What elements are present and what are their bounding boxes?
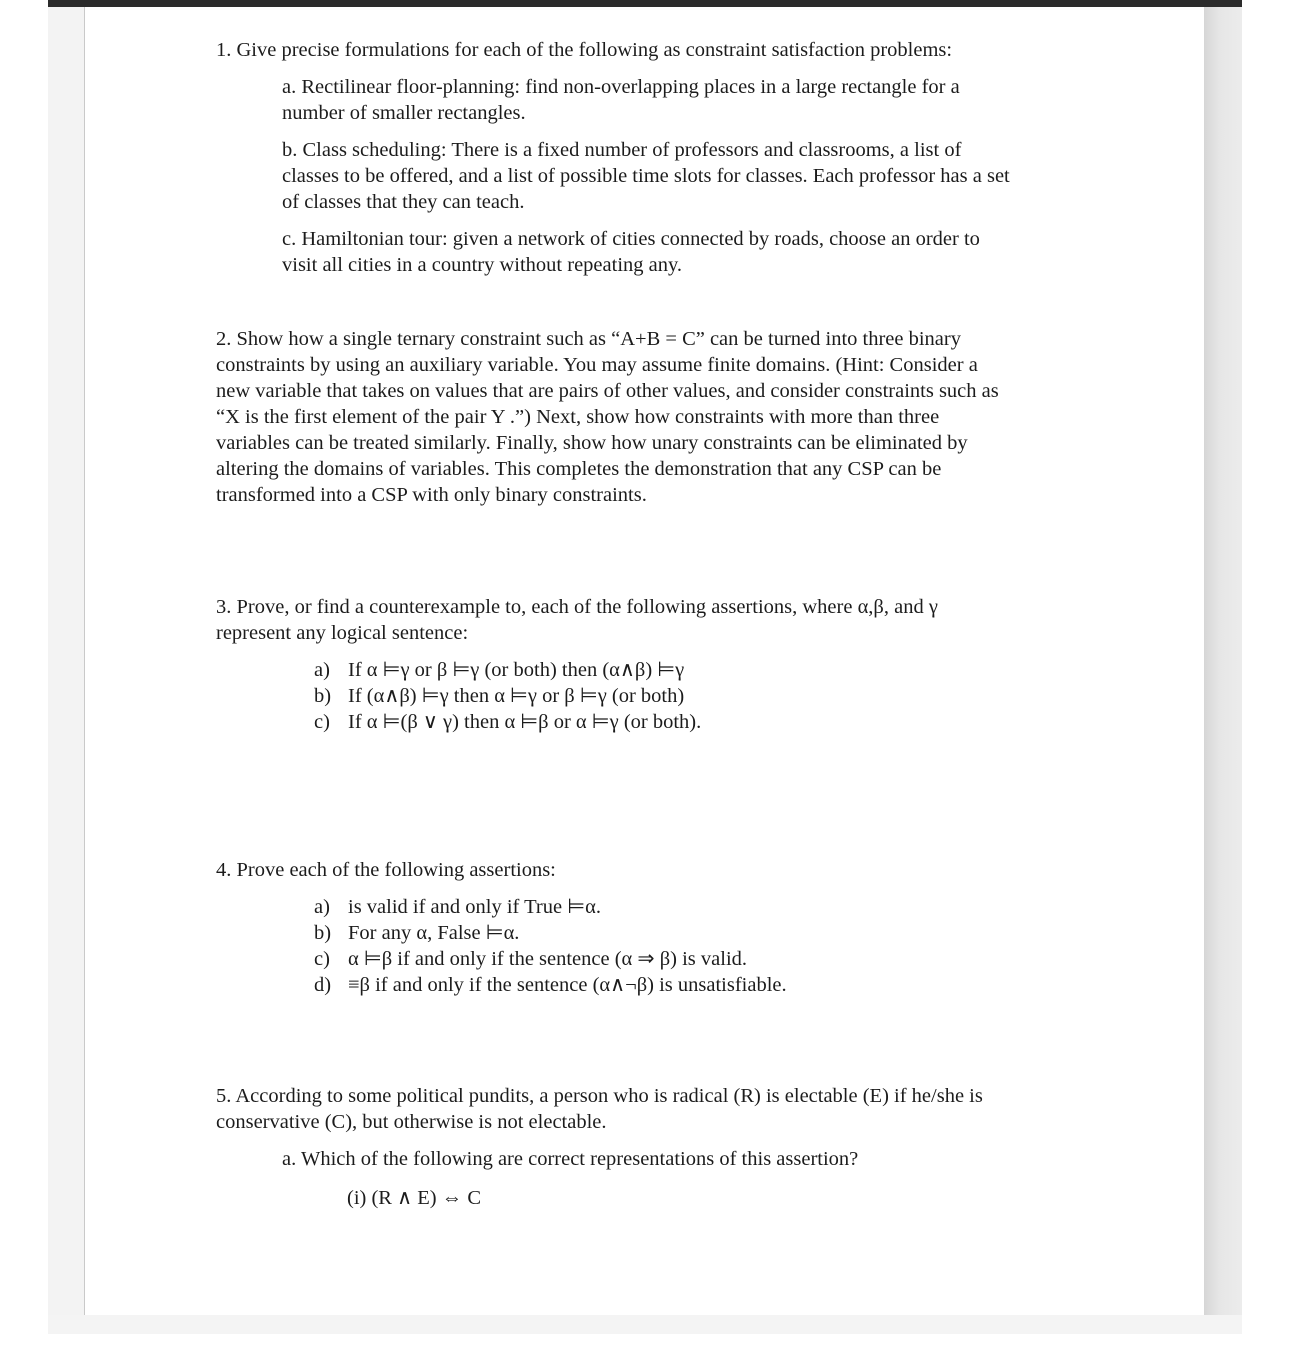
q4-item-a	[314, 894, 601, 920]
q4-item-d	[314, 972, 787, 998]
q5-option-i: (i) (R ∧ E) ⇔ C	[347, 1187, 482, 1209]
q3-intro-line1: 3. Prove, or find a counterexample to, each of the following assertions, where α,β, and γ	[216, 596, 938, 618]
q4-item-c	[314, 946, 747, 972]
q3-item-a-label: a)	[314, 659, 330, 681]
q3-item-b-text: If (α∧β) ⊨γ then α ⊨γ or β ⊨γ (or both)	[348, 685, 685, 707]
q4-intro: 4. Prove each of the following assertions:	[216, 859, 556, 881]
q1-intro: 1. Give precise formulations for each of the following as constraint satisfaction problems:	[216, 39, 953, 61]
q5-intro-line2: conservative (C), but otherwise is not electable.	[216, 1111, 607, 1133]
q3-item-c-text: If α ⊨(β ∨ γ) then α ⊨β or α ⊨γ (or both).	[348, 711, 702, 733]
q2-line7: transformed into a CSP with only binary constraints.	[216, 484, 647, 506]
q4-item-a-text: is valid if and only if True ⊨α.	[348, 896, 601, 918]
q4-item-c-text: α ⊨β if and only if the sentence (α ⇒ β) is valid.	[348, 948, 748, 970]
q4-item-b-text: For any α, False ⊨α.	[348, 922, 520, 944]
top-bar	[48, 0, 1242, 7]
q2-line5: variables can be treated similarly. Finally, show how unary constraints can be eliminated by	[216, 432, 968, 454]
q3-item-b-label: b)	[314, 685, 332, 707]
q1-c-line2: visit all cities in a country without repeating any.	[282, 254, 683, 276]
scroll-gutter	[1204, 7, 1242, 1315]
q3-item-c	[314, 709, 701, 735]
q1-b-line3: of classes that they can teach.	[282, 191, 525, 213]
q1-b-line2: classes to be offered, and a list of possible time slots for classes. Each professor has a set	[282, 165, 1010, 187]
q1-a-line2: number of smaller rectangles.	[282, 102, 526, 124]
q1-b-line1: b. Class scheduling: There is a fixed number of professors and classrooms, a list of	[282, 139, 962, 161]
q2-line2: constraints by using an auxiliary variable. You may assume finite domains. (Hint: Consider a	[216, 354, 978, 376]
q4-item-c-label: c)	[314, 948, 330, 970]
q1-a-line1: a. Rectilinear floor-planning: find non-overlapping places in a large rectangle for a	[282, 76, 960, 98]
q5-intro-line1: 5. According to some political pundits, a person who is radical (R) is electable (E) if he/she is	[216, 1085, 983, 1107]
q1-c-line1: c. Hamiltonian tour: given a network of cities connected by roads, choose an order to	[282, 228, 980, 250]
q2-line3: new variable that takes on values that are pairs of other values, and consider constraints such as	[216, 380, 999, 402]
q2-line4: “X is the first element of the pair Y .”) Next, show how constraints with more than three	[216, 406, 940, 428]
q3-item-b	[314, 683, 684, 709]
q3-item-a-text: If α ⊨γ or β ⊨γ (or both) then (α∧β) ⊨γ	[348, 659, 685, 681]
q3-item-c-label: c)	[314, 711, 330, 733]
q4-item-b	[314, 920, 519, 946]
q2-line6: altering the domains of variables. This completes the demonstration that any CSP can be	[216, 458, 942, 480]
q4-item-d-label: d)	[314, 974, 332, 996]
q4-item-a-label: a)	[314, 896, 330, 918]
q4-item-b-label: b)	[314, 922, 332, 944]
q5-part-a: a. Which of the following are correct representations of this assertion?	[282, 1148, 859, 1170]
q3-item-a	[314, 657, 684, 683]
q3-intro-line2: represent any logical sentence:	[216, 622, 469, 644]
q2-line1: 2. Show how a single ternary constraint such as “A+B = C” can be turned into three binary	[216, 328, 961, 350]
q4-item-d-text: ≡β if and only if the sentence (α∧¬β) is unsatisfiable.	[348, 974, 787, 996]
bottom-strip	[48, 1315, 1242, 1334]
